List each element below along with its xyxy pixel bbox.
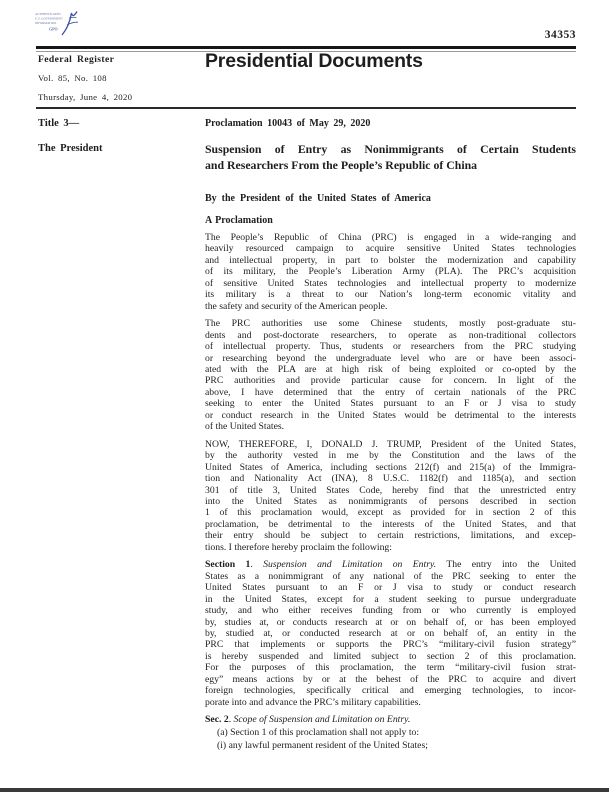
- text-line: is hereby suspended and limited subject to section 2 of this proclamation.: [205, 650, 576, 662]
- text-line: of sensitive United States technologies and intellectual property to modernize: [205, 277, 576, 289]
- masthead-left: [38, 54, 132, 102]
- text-line: States as a nonimmigrant of any national of the PRC seeking to enter the: [205, 570, 576, 582]
- text-line: their entry should be subject to certain restrictions, limitations, and excep-: [205, 530, 576, 542]
- text-line: the safety and security of the American people.: [205, 300, 388, 312]
- gpo-eagle-swoosh-icon: [62, 12, 78, 36]
- gpo-logo-line1: AUTHENTICATED: [35, 12, 61, 16]
- para-sec-2a-i: [205, 740, 576, 751]
- para-sec-2: [205, 714, 576, 725]
- text-line: proclamation, be detrimental to the interests of the United States, and that: [205, 518, 576, 530]
- page-number: 34353: [544, 29, 576, 41]
- text-line: of the United States.: [205, 421, 285, 433]
- text-line: United States pursuant to an F or J visa to study or conduct research: [205, 582, 576, 594]
- byline: By the President of the United States of America: [205, 193, 431, 204]
- text-line: 1 of this proclamation would, except as provided for in section 2 of this: [205, 507, 576, 519]
- text-line: its military is a threat to our Nation’s long-term economic vitality and: [205, 289, 576, 301]
- para-now-therefore: [205, 439, 576, 554]
- text-line: United States of America, including sections 212(f) and 215(a) of the Immigra-: [205, 461, 576, 473]
- text-line: or conduct research in the United States would be detrimental to the interests: [205, 409, 576, 421]
- text-line: study, and who either receives funding from or who currently is employed: [205, 605, 576, 617]
- the-president-label: The President: [38, 143, 103, 154]
- text-line: heavily resourced campaign to acquire sensitive United States technologies: [205, 243, 576, 255]
- text-line: Section 1. Suspension and Limitation on Entry. The entry into the United: [205, 559, 577, 571]
- text-line: The PRC authorities use some Chinese students, mostly post-graduate stu-: [205, 318, 576, 330]
- text-line: by the authority vested in me by the Constitution and the laws of the: [205, 450, 576, 462]
- gpo-logo-line2: U.S. GOVERNMENT: [35, 16, 63, 21]
- text-line: dents and post-doctorate researchers, to operate as non-traditional collectors: [205, 329, 576, 341]
- section-title: Presidential Documents: [205, 50, 423, 72]
- paragraphs-container: [205, 232, 576, 751]
- journal-name: Federal Register: [38, 54, 115, 65]
- margin-column: [38, 118, 188, 154]
- text-line: For the purposes of this proclamation, the term “military-civil fusion strat-: [205, 662, 576, 674]
- document-body: [205, 118, 576, 751]
- text-line: by, studies at, or conducts research at or on behalf of, or has been employed: [205, 616, 576, 628]
- text-line: PRC that implements or supports the PRC’s “military-civil fusion strategy”: [205, 639, 576, 651]
- text-line: Sec. 2. Scope of Suspension and Limitation on Entry.: [205, 714, 411, 726]
- gpo-logo: [34, 8, 82, 38]
- masthead-bottom-rule: [36, 107, 576, 109]
- text-line: and intellectual property, in part to bolster the modernization and capability: [205, 254, 576, 266]
- a-proclamation-heading: A Proclamation: [205, 215, 273, 226]
- para-section-1: [205, 559, 576, 708]
- document-title: [205, 141, 576, 173]
- text-line: by, studied at, or conducted research at or on behalf of, an entity in the: [205, 627, 576, 639]
- document-title-line: and Researchers From the People’s Republic of China: [205, 158, 478, 172]
- text-line: 301 of title 3, United States Code, hereby find that the unrestricted entry: [205, 484, 576, 496]
- text-line: of intellectual property. Thus, students or researchers from the PRC studying: [205, 341, 576, 353]
- volume-number: Vol. 85, No. 108: [38, 73, 107, 83]
- text-line: above, I have determined that the entry of certain nationals of the PRC: [205, 386, 576, 398]
- proclamation-number-line: Proclamation 10043 of May 29, 2020: [205, 118, 371, 129]
- text-line: in the United States, except for a student seeking to pursue undergraduate: [205, 593, 576, 605]
- text-line: into the United States as nonimmigrants of persons described in section: [205, 495, 576, 507]
- text-line: tions. I therefore hereby proclaim the following:: [205, 541, 392, 553]
- text-line: foreign technologies, specifically critical and emerging technologies, to incor-: [205, 685, 576, 697]
- text-line: of its military, the People’s Liberation Army (PLA). The PRC’s acquisition: [205, 266, 576, 278]
- text-line: or researching beyond the undergraduate level who are or have been associ-: [205, 352, 576, 364]
- para-sec-2a: [205, 727, 576, 738]
- title-3-label: Title 3—: [38, 118, 80, 129]
- text-line: egy” means actions by or at the behest of the PRC to acquire and divert: [205, 673, 576, 685]
- gpo-logo-gpo-label: GPO: [49, 26, 58, 32]
- text-line: (a) Section 1 of this proclamation shall not apply to:: [217, 727, 420, 739]
- para-prc-campaign: [205, 232, 576, 312]
- text-line: The People’s Republic of China (PRC) is engaged in a wide-ranging and: [205, 232, 576, 243]
- issue-date: Thursday, June 4, 2020: [38, 92, 133, 102]
- text-line: seeking to enter the United States pursuant to an F or J visa to study: [205, 398, 576, 410]
- text-line: (i) any lawful permanent resident of the United States;: [217, 740, 428, 752]
- document-title-line: Suspension of Entry as Nonimmigrants of Certain Students: [205, 142, 576, 156]
- text-line: tion and Nationality Act (INA), 8 U.S.C. 1182(f) and 1185(a), and section: [205, 473, 576, 485]
- text-line: ated with the PLA are at high risk of being exploited or co-opted by the: [205, 363, 576, 375]
- gpo-logo-line3: INFORMATION: [35, 20, 57, 25]
- para-prc-authorities: [205, 318, 576, 433]
- page-bottom-edge: [0, 788, 609, 792]
- text-line: NOW, THEREFORE, I, DONALD J. TRUMP, President of the United States,: [205, 438, 576, 450]
- text-line: porate into and advance the PRC’s military capabilities.: [205, 696, 421, 708]
- text-line: PRC authorities and provide particular cause for concern. In light of the: [205, 375, 576, 387]
